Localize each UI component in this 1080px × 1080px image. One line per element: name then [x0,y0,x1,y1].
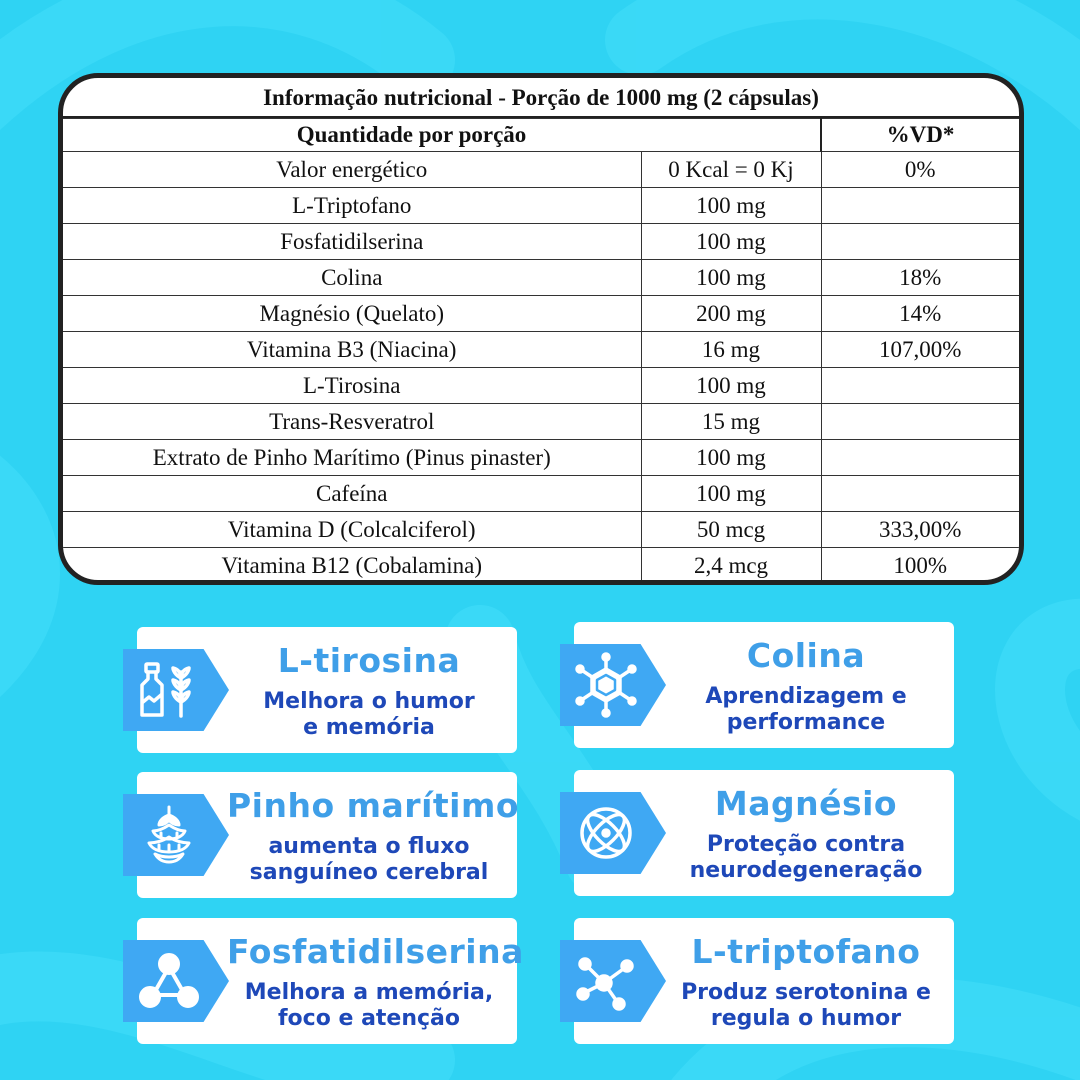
nutrient-name: Vitamina D (Colcalciferol) [63,512,641,548]
molecule-hexagon-icon [572,651,640,719]
card-description: Aprendizagem e performance [705,684,907,735]
supplement-bottle-wheat-icon [135,656,203,724]
table-row [63,548,1019,584]
quantity-header: Quantidade por porção [63,119,821,152]
card-title: Fosfatidilserina [227,932,524,971]
nutrient-vd: 0% [821,152,1019,188]
card-description: Melhora a memória, foco e atenção [244,980,494,1031]
vd-header: %VD* [821,119,1019,152]
card-description: Melhora o humor e memória [263,689,475,740]
nutrient-amount: 200 mg [641,296,821,332]
table-header-row [63,119,1019,152]
table-row [63,404,1019,440]
nutrient-vd: 14% [821,296,1019,332]
benefit-card-magnesio [574,770,954,896]
nutrient-vd: 18% [821,260,1019,296]
nutrient-amount: 100 mg [641,188,821,224]
pine-cone-icon [135,801,203,869]
card-title: Colina [746,636,866,675]
nutrient-amount: 2,4 mcg [641,548,821,584]
nutrition-table-card [58,73,1024,585]
nutrient-amount: 50 mcg [641,512,821,548]
table-row [63,296,1019,332]
card-description: aumenta o fluxo sanguíneo cerebral [249,834,489,885]
benefit-card-colina [574,622,954,748]
benefit-card-l-tirosina [137,627,517,753]
nutrient-amount: 0 Kcal = 0 Kj [641,152,821,188]
nutrient-vd: 107,00% [821,332,1019,368]
nutrition-table [63,118,1019,584]
nutrient-amount: 15 mg [641,404,821,440]
nutrient-name: Valor energético [63,152,641,188]
card-title: Magnésio [714,784,898,823]
table-row [63,152,1019,188]
nutrient-amount: 100 mg [641,260,821,296]
benefit-card-l-triptofano [574,918,954,1044]
table-title: Informação nutricional - Porção de 1000 mg (2 cápsulas) [63,78,1019,118]
nutrient-vd: 333,00% [821,512,1019,548]
benefit-card-pinho-maritimo [137,772,520,898]
atom-icon [572,799,640,867]
table-row [63,512,1019,548]
molecule-network-icon [572,947,640,1015]
table-row [63,476,1019,512]
table-row [63,260,1019,296]
nutrient-vd [821,188,1019,224]
nutrient-name: Vitamina B3 (Niacina) [63,332,641,368]
table-row [63,332,1019,368]
nutrient-vd [821,224,1019,260]
nutrient-name: Extrato de Pinho Marítimo (Pinus pinaster) [63,440,641,476]
table-row [63,188,1019,224]
nutrient-name: Fosfatidilserina [63,224,641,260]
nutrient-vd [821,404,1019,440]
nutrient-amount: 100 mg [641,224,821,260]
benefit-card-fosfatidilserina [137,918,524,1044]
nutrient-name: L-Tirosina [63,368,641,404]
nutrient-name: L-Triptofano [63,188,641,224]
nutrient-amount: 100 mg [641,476,821,512]
card-title: L-tirosina [277,641,461,680]
card-description: Produz serotonina e regula o humor [681,980,931,1031]
table-row [63,368,1019,404]
nutrient-name: Magnésio (Quelato) [63,296,641,332]
nutrient-vd [821,476,1019,512]
nutrient-name: Vitamina B12 (Cobalamina) [63,548,641,584]
nutrient-vd [821,440,1019,476]
card-description: Proteção contra neurodegeneração [689,832,923,883]
nutrient-name: Trans-Resveratrol [63,404,641,440]
table-row [63,224,1019,260]
molecule-triangle-icon [135,947,203,1015]
nutrient-vd [821,368,1019,404]
nutrient-amount: 16 mg [641,332,821,368]
nutrient-amount: 100 mg [641,440,821,476]
nutrient-name: Colina [63,260,641,296]
nutrient-vd: 100% [821,548,1019,584]
nutrient-amount: 100 mg [641,368,821,404]
card-title: L-triptofano [691,932,921,971]
nutrient-name: Cafeína [63,476,641,512]
card-title: Pinho marítimo [227,786,520,825]
table-row [63,440,1019,476]
